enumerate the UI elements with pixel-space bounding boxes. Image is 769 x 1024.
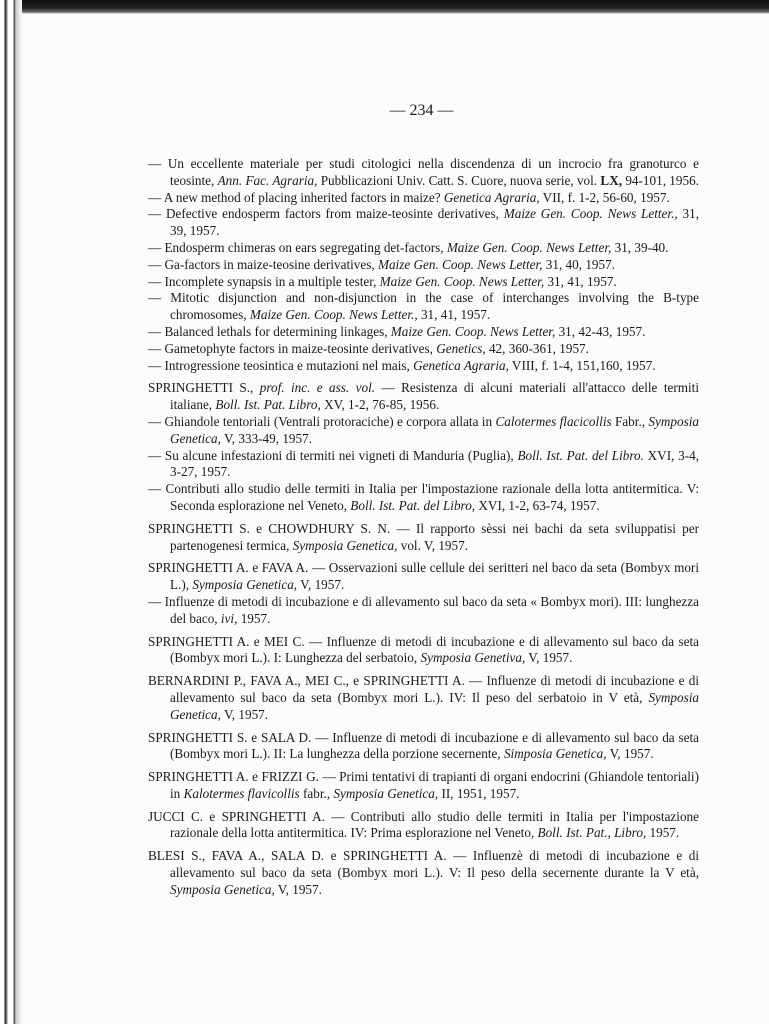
bibliography-entry (148, 634, 699, 668)
entry-text: 42, 360-361, 1957. (485, 340, 589, 356)
entry-journal-text: Simposia Genetica, (503, 746, 607, 762)
entry-text: V, 333-49, 1957. (220, 430, 313, 446)
entry-journal-text: Symposia Genetiva, (420, 650, 526, 666)
entry-text: 31, 39-40. (611, 239, 669, 255)
entry-text: SPRINGHETTI A. e FAVA A. — Osservazioni sulle cellule dei seritteri nel baco da seta (Bombyx mori L.), (148, 560, 699, 593)
entry-text: — Un eccellente materiale per studi citologici nella discendenza di un incrocio fra granoturco e teosinte, (148, 156, 699, 188)
entry-text: SPRINGHETTI S. e CHOWDHURY S. N. — Il rapporto sèssi nei bachi da seta sviluppatisi per partenogenesi termica, (148, 520, 699, 553)
bibliography-entry (148, 206, 699, 240)
entry-text: V, 1957. (297, 577, 345, 593)
entry-journal-text: Boll. Ist. Pat. del Libro, (350, 497, 476, 513)
entry-text: — Resistenza di alcuni materiali all'attacco delle termiti italiane, (170, 380, 699, 413)
bibliography-entry (148, 341, 699, 358)
entry-text: — Ga-factors in maize-teosine derivatives, (148, 256, 378, 272)
entry-journal-text: Symposia Genetica, (292, 537, 398, 553)
entry-text: 31, 42-43, 1957. (555, 323, 646, 339)
scan-top-edge (0, 0, 769, 14)
entry-text: SPRINGHETTI A. e MEI C. — Influenze di metodi di incubazione e di allevamento sul baco da seta (Bombyx mori L.). I: Lunghezza del serbatoio, (148, 633, 699, 666)
page-number: — 234 — (389, 102, 454, 119)
bibliography-entry (148, 560, 699, 594)
entry-journal-text: Symposia Genetica, (333, 785, 439, 801)
entry-text: — Ghiandole tentoriali (Ventrali protoraciche) e corpora allata in (148, 413, 496, 429)
entry-journal-text: Symposia Genetica, (170, 413, 699, 446)
bibliography-entry (148, 240, 699, 257)
entry-journal-text: Maize Gen. Coop. News Letter, (446, 239, 612, 255)
bibliography-entry (148, 481, 699, 515)
bibliography-entry (148, 358, 699, 375)
bibliography-entry (148, 848, 699, 898)
entry-text: — Su alcune infestazioni di termiti nei vigneti di Manduria (Puglia), (148, 447, 518, 463)
bibliography-entry (148, 257, 699, 274)
entry-journal-text: Maize Gen. Coop. News Letter, (377, 256, 543, 272)
entry-journal-text: Calotermes flacicollis (495, 413, 612, 429)
entry-text: — Introgressione teosintica e mutazioni nel mais, (148, 357, 414, 373)
entry-journal-text: Maize Gen. Coop. News Letter., (503, 206, 678, 222)
entry-text: fabr., (299, 785, 334, 801)
entry-text: — A new method of placing inherited factors in maize? (148, 189, 444, 205)
bibliography-entry (148, 156, 699, 190)
entry-journal-text: Maize Gen. Coop. News Letter, (379, 273, 545, 289)
bibliography-entry (148, 521, 699, 555)
bibliography-entry (148, 730, 699, 764)
entry-text: II, 1951, 1957. (438, 785, 520, 801)
entry-text: JUCCI C. e SPRINGHETTI A. — Contributi allo studio delle termiti in Italia per l'impostazione razionale della lotta antitermitica. IV: Prima esplorazione nel Veneto, (148, 808, 699, 841)
entry-text: V, 1957. (274, 881, 322, 897)
bibliography-entry (148, 190, 699, 207)
entry-text: V, 1957. (220, 706, 269, 722)
entry-text: SPRINGHETTI A. e FRIZZI G. — Primi tentativi di trapianti di organi endocrini (Ghiandole tentoriali) in (148, 769, 699, 801)
entry-journal-text: Boll. Ist. Pat., Libro, (537, 825, 647, 841)
entry-text: BLESI S., FAVA A., SALA D. e SPRINGHETTI A. — Influenzè di metodi di incubazione e di allevamento sul baco da seta (Bombyx mori L.). V: Il peso della secernente durante la V età, (148, 848, 699, 881)
entry-journal-text: prof. inc. e ass. vol. (259, 380, 376, 396)
entry-text: — Contributi allo studio delle termiti in Italia per l'impostazione razionale della lotta antitermitica. V: Seconda esplorazione nel Veneto, (148, 481, 699, 513)
entry-text: vol. V, 1957. (397, 537, 469, 553)
entry-text: — Endosperm chimeras on ears segregating det-factors, (148, 239, 447, 255)
entry-journal-text: Boll. Ist. Pat. del Libro. (517, 447, 644, 463)
bibliography-entry (148, 673, 699, 723)
entry-text: 31, 39, 1957. (170, 206, 699, 239)
entry-journal-text: Genetics, (436, 340, 486, 356)
bibliography-entry (148, 290, 699, 324)
entry-text: V, 1957. (606, 746, 654, 762)
entry-text: — Gametophyte factors in maize-teosinte derivatives, (148, 340, 437, 356)
entry-text: — Influenze di metodi di incubazione e di allevamento sul baco da seta « Bombyx mori). III: lunghezza del baco, (148, 593, 699, 626)
entry-text: BERNARDINI P., FAVA A., MEI C., e SPRINGHETTI A. — Influenze di metodi di incubazione e di allevamento sul baco da seta (Bombyx mori L.). IV: Il peso del serbatoio in V età, (148, 673, 699, 705)
entry-journal-text: Symposia Genetica, (192, 577, 298, 593)
entry-text: XVI, 3-4, 3-27, 1957. (170, 447, 699, 480)
bibliography-entry (148, 769, 699, 803)
bibliography-entry (148, 274, 699, 291)
entry-journal-text: Genetica Agraria, (413, 357, 509, 373)
entry-text: Pubblicazioni Univ. Catt. S. Cuore, nuova serie, vol. (317, 172, 601, 188)
entry-journal-text: Symposia Genetica, (170, 881, 275, 897)
bibliography-list (148, 156, 699, 899)
entry-text: — Defective endosperm factors from maize-teosinte derivatives, (148, 206, 504, 222)
entry-journal-text: Boll. Ist. Pat. Libro, (215, 397, 321, 413)
entry-text: VIII, f. 1-4, 151,160, 1957. (508, 357, 656, 373)
entry-text: 31, 40, 1957. (542, 256, 615, 272)
entry-text: — Incomplete synapsis in a multiple tester, (148, 273, 380, 289)
entry-journal-text: Maize Gen. Coop. News Letter., (249, 307, 418, 323)
entry-journal-text: ivi, (220, 610, 238, 626)
entry-text: — Mitotic disjunction and non-disjunction in the case of interchanges involving the B-type chromosomes, (148, 290, 699, 323)
entry-journal-text: Ann. Fac. Agraria, (217, 172, 318, 188)
entry-text: VII, f. 1-2, 56-60, 1957. (539, 189, 670, 205)
entry-text: 31, 41, 1957. (417, 307, 491, 323)
entry-text: XV, 1-2, 76-85, 1956. (320, 397, 440, 413)
entry-text: 31, 41, 1957. (544, 273, 617, 289)
entry-text: XVI, 1-2, 63-74, 1957. (475, 497, 600, 513)
bibliography-entry (148, 380, 699, 414)
entry-journal-text: Symposia Genetica, (170, 689, 699, 722)
entry-text: 1957. (237, 610, 271, 626)
bibliography-entry (148, 809, 699, 843)
entry-text: V, 1957. (525, 650, 573, 666)
entry-text: Fabr., (611, 413, 649, 429)
entry-text: LX, (600, 172, 623, 188)
bibliography-entry (148, 324, 699, 341)
entry-journal-text: Maize Gen. Coop. News Letter, (390, 323, 556, 339)
entry-text: SPRINGHETTI S., (148, 380, 260, 396)
bibliography-entry (148, 448, 699, 482)
entry-journal-text: Genetica Agraria, (443, 189, 540, 205)
entry-text: SPRINGHETTI S. e SALA D. — Influenze di metodi di incubazione e di allevamento sul baco da seta (Bombyx mori L.). II: La lunghezza della porzione secernente, (148, 729, 699, 762)
entry-text: 1957. (646, 825, 680, 841)
entry-text: — Balanced lethals for determining linkages, (148, 323, 391, 339)
entry-journal-text: Kalotermes flavicollis (183, 785, 300, 801)
bibliography-entry (148, 594, 699, 628)
entry-text: 94-101, 1956. (622, 172, 699, 188)
scan-binding-edge (0, 0, 22, 1024)
bibliography-entry (148, 414, 699, 448)
